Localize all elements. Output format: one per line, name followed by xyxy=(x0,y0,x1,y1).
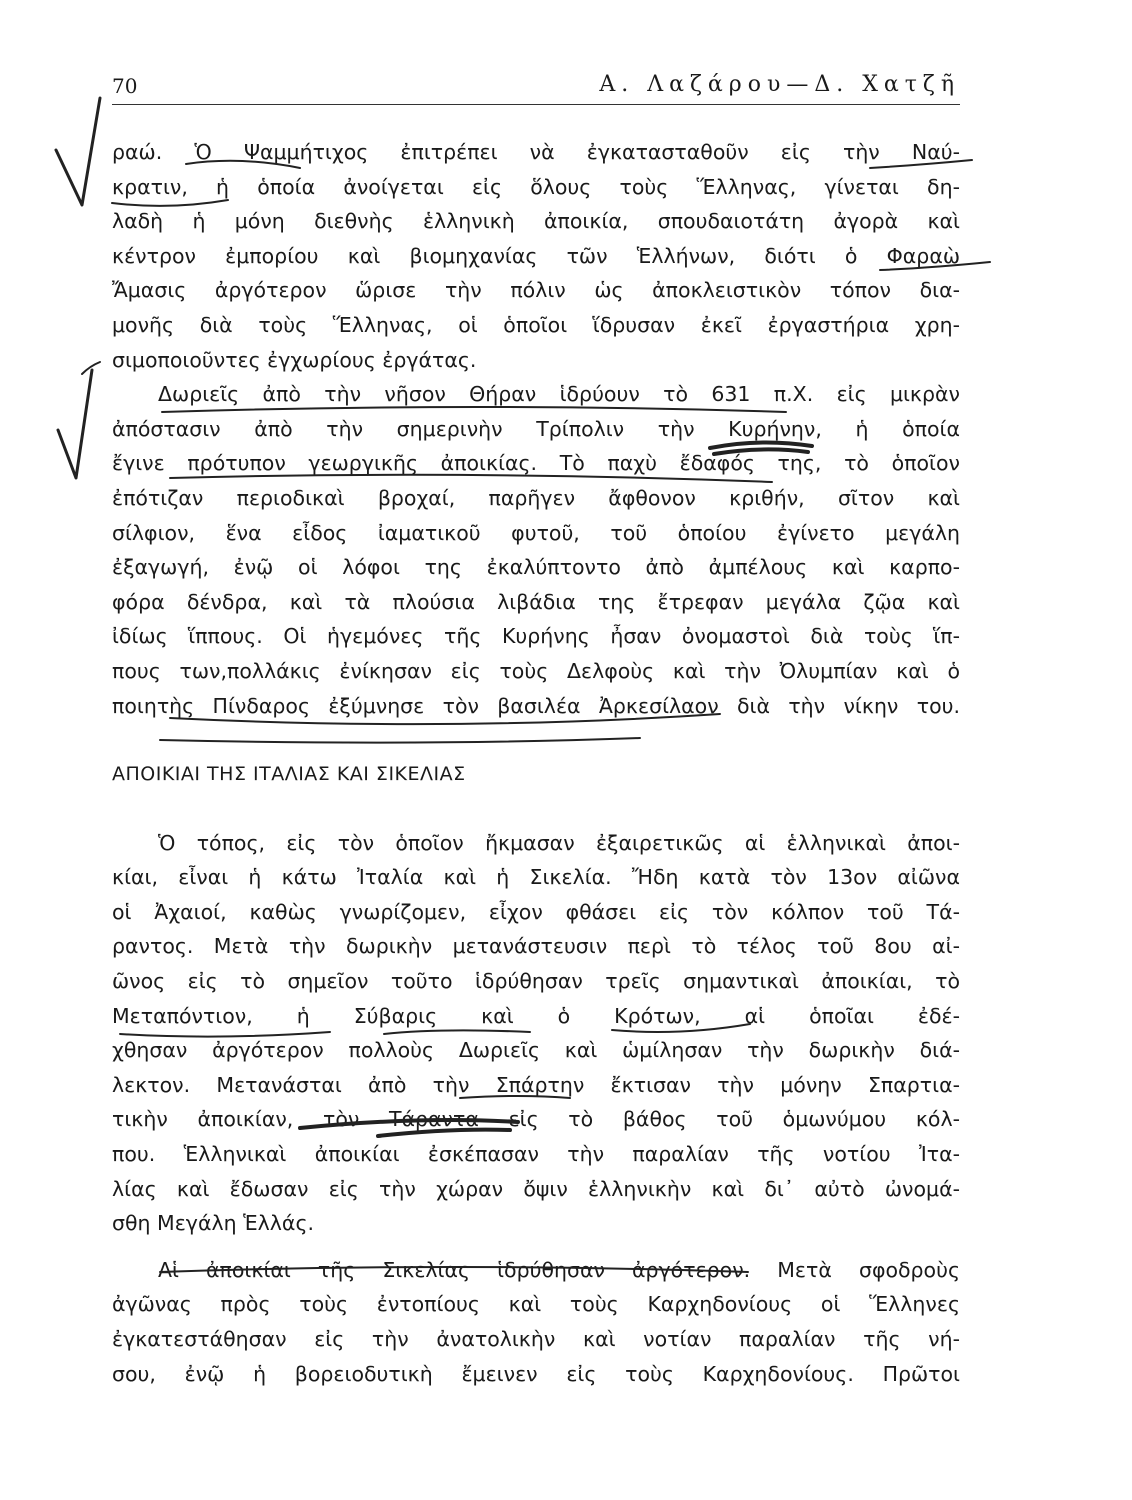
text-line: Ὁ τόπος, εἰς τὸν ὁποῖον ἤκμασαν ἐξαιρετικῶς αἱ ἑλληνικαὶ ἀποι- xyxy=(158,830,960,855)
text-line: κέντρον ἐμπορίου καὶ βιομηχανίας τῶν Ἑλλήνων, διότι ὁ Φαραὼ xyxy=(112,243,960,268)
paragraph-kyrene xyxy=(112,377,960,723)
text-line: λαδὴ ἡ μόνη διεθνὴς ἑλληνικὴ ἀποικία, σπουδαιοτάτη ἀγορὰ καὶ xyxy=(112,209,960,234)
text-line: Αἱ ἀποικίαι τῆς Σικελίας ἱδρύθησαν ἀργότερον. Μετὰ σφοδροὺς xyxy=(158,1257,960,1282)
paragraph-sicily xyxy=(112,1253,960,1391)
text-line: φόρα δένδρα, καὶ τὰ πλούσια λιβάδια της ἔτρεφαν μεγάλα ζῷα καὶ xyxy=(112,589,960,614)
paragraph-naukratis xyxy=(112,135,960,377)
text-line: ἔγινε πρότυπον γεωργικῆς ἀποικίας. Τὸ παχὺ ἔδαφός της, τὸ ὁποῖον xyxy=(112,451,960,476)
text-line: τικὴν ἀποικίαν, τὸν Τάραντα εἰς τὸ βάθος τοῦ ὁμωνύμου κόλ- xyxy=(112,1107,960,1132)
text-line: σου, ἐνῷ ἡ βορειοδυτικὴ ἔμεινεν εἰς τοὺς Καρχηδονίους. Πρῶτοι xyxy=(112,1361,960,1386)
body-text xyxy=(112,135,960,1391)
text-line: ἀπόστασιν ἀπὸ τὴν σημερινὴν Τρίπολιν τὴν Κυρήνην, ἡ ὁποία xyxy=(112,416,960,441)
underline-mark xyxy=(82,362,100,374)
text-line: ἐξαγωγή, ἐνῷ οἱ λόφοι της ἐκαλύπτοντο ἀπὸ ἀμπέλους καὶ καρπο- xyxy=(112,555,960,580)
text-line: ποιητὴς Πίνδαρος ἐξύμνησε τὸν βασιλέα Ἀρκεσίλαον διὰ τὴν νίκην του. xyxy=(112,693,960,718)
check-mark-icon xyxy=(56,98,100,205)
text-line: που. Ἑλληνικαὶ ἀποικίαι ἐσκέπασαν τὴν παραλίαν τῆς νοτίου Ἰτα- xyxy=(112,1142,960,1167)
header-rule xyxy=(112,104,960,105)
text-line: κρατιν, ἡ ὁποία ἀνοίγεται εἰς ὅλους τοὺς Ἕλληνας, γίνεται δη- xyxy=(112,174,960,199)
text-line: Ἄμασις ἀργότερον ὥρισε τὴν πόλιν ὡς ἀποκλειστικὸν τόπον δια- xyxy=(112,278,960,303)
text-line: μονῆς διὰ τοὺς Ἕλληνας, οἱ ὁποῖοι ἵδρυσαν ἐκεῖ ἐργαστήρια χρη- xyxy=(112,312,960,337)
text-line: σθη Μεγάλη Ἑλλάς. xyxy=(112,1211,314,1236)
paragraph-italy xyxy=(112,826,960,1241)
text-line: λεκτον. Μετανάσται ἀπὸ τὴν Σπάρτην ἔκτισαν τὴν μόνην Σπαρτια- xyxy=(112,1072,960,1097)
text-line: ἰδίως ἵππους. Οἱ ἡγεμόνες τῆς Κυρήνης ἦσαν ὀνομαστοὶ διὰ τοὺς ἵπ- xyxy=(112,624,960,649)
text-line: σιμοποιοῦντες ἐγχωρίους ἐργάτας. xyxy=(112,347,477,372)
running-head: Α. Λαζάρου—Δ. Χατζῆ xyxy=(599,72,960,97)
text-line: χθησαν ἀργότερον πολλοὺς Δωριεῖς καὶ ὡμίλησαν τὴν δωρικὴν διά- xyxy=(112,1038,960,1063)
text-line: Μεταπόντιον, ἡ Σύβαρις καὶ ὁ Κρότων, αἱ ὁποῖαι ἐδέ- xyxy=(112,1003,960,1028)
section-heading: ΑΠΟΙΚΙΑΙ ΤΗΣ ΙΤΑΛΙΑΣ ΚΑΙ ΣΙΚΕΛΙΑΣ xyxy=(112,763,466,786)
page-header xyxy=(112,70,960,104)
paragraph-gap xyxy=(112,1241,960,1253)
text-line: σίλφιον, ἕνα εἶδος ἰαματικοῦ φυτοῦ, τοῦ ὁποίου ἐγίνετο μεγάλη xyxy=(112,520,960,545)
text-line: ἐπότιζαν περιοδικαὶ βροχαί, παρῆγεν ἄφθονον κριθήν, σῖτον καὶ xyxy=(112,485,960,510)
check-mark-icon xyxy=(58,370,92,478)
text-line: ἐγκατεστάθησαν εἰς τὴν ἀνατολικὴν καὶ νοτίαν παραλίαν τῆς νή- xyxy=(112,1327,960,1351)
text-line: οἱ Ἀχαιοί, καθὼς γνωρίζομεν, εἶχον φθάσει εἰς τὸν κόλπον τοῦ Τά- xyxy=(112,899,960,924)
text-line: κίαι, εἶναι ἡ κάτω Ἰταλία καὶ ἡ Σικελία. Ἤδη κατὰ τὸν 13ον αἰῶνα xyxy=(112,865,960,890)
text-line: ραντος. Μετὰ τὴν δωρικὴν μετανάστευσιν περὶ τὸ τέλος τοῦ 8ου αἰ- xyxy=(112,934,960,959)
text-line: ραώ. Ὁ Ψαμμήτιχος ἐπιτρέπει νὰ ἐγκατασταθοῦν εἰς τὴν Ναύ- xyxy=(112,140,960,164)
text-line: ῶνος εἰς τὸ σημεῖον τοῦτο ἱδρύθησαν τρεῖς σημαντικαὶ ἀποικίαι, τὸ xyxy=(112,969,960,994)
text-line: ἀγῶνας πρὸς τοὺς ἐντοπίους καὶ τοὺς Καρχηδονίους οἱ Ἕλληνες xyxy=(112,1292,960,1317)
text-line: πους των,πολλάκις ἐνίκησαν εἰς τοὺς Δελφοὺς καὶ τὴν Ὀλυμπίαν καὶ ὁ xyxy=(112,658,960,683)
text-line: λίας καὶ ἔδωσαν εἰς τὴν χώραν ὄψιν ἑλληνικὴν καὶ δι᾿ αὐτὸ ὠνομά- xyxy=(112,1176,960,1201)
text-line: Δωριεῖς ἀπὸ τὴν νῆσον Θήραν ἱδρύουν τὸ 631 π.Χ. εἰς μικρὰν xyxy=(158,382,960,407)
page-number: 70 xyxy=(112,74,138,98)
